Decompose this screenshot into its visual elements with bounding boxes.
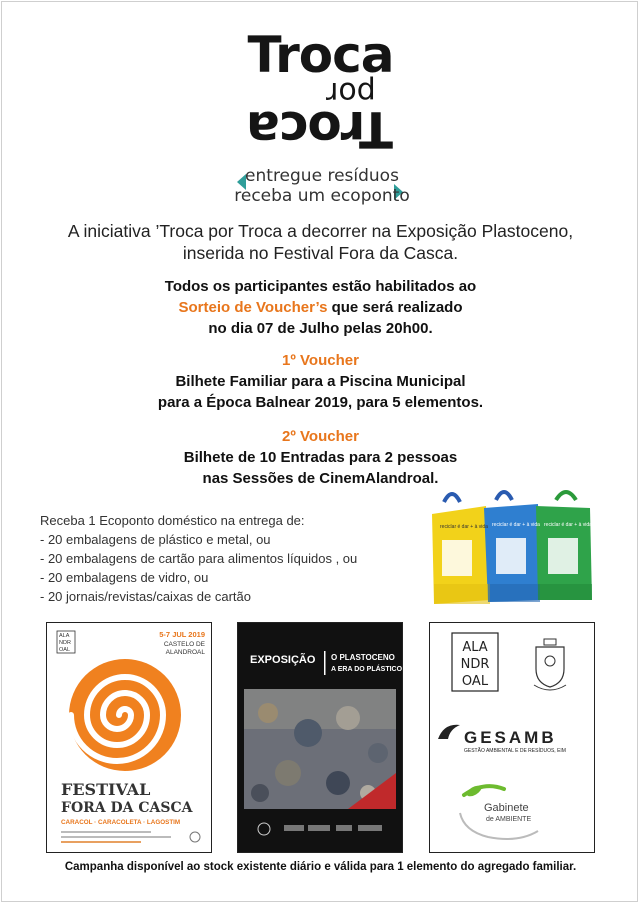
alandroal-logo [452, 633, 498, 691]
bag-handle-icon [556, 492, 576, 500]
voucher1-block [2, 350, 639, 413]
ecoponto-list [40, 511, 357, 606]
sorteio-highlight: Sorteio de Voucher’s [178, 299, 328, 316]
exposicao-poster [237, 622, 403, 853]
festival-badge-line: ALA [59, 633, 70, 639]
tagline-line1: entregue resíduos [245, 166, 399, 186]
sorteio-line3: no dia 07 de Julho pelas 20h00. [208, 320, 433, 337]
gabinete-ambiente-logo [460, 784, 538, 839]
recycling-bags-image [426, 488, 606, 608]
voucher1-title: 1º Voucher [282, 352, 359, 369]
festival-title2: FORA DA CASCA [61, 800, 193, 816]
festival-poster [46, 622, 212, 853]
ecoponto-item: - 20 embalagens de vidro, ou [40, 570, 209, 585]
logo-word-troca-top: Troca [247, 26, 394, 84]
sorteio-block [2, 276, 639, 339]
festival-place2: ALANDROAL [165, 649, 205, 656]
voucher2-line1: Bilhete de 10 Entradas para 2 pessoas [183, 449, 458, 466]
expo-left-title: EXPOSIÇÃO [250, 654, 316, 666]
voucher1-line2: para a Época Balnear 2019, para 5 elementos. [157, 394, 484, 411]
festival-dates: 5-7 JUL 2019 [159, 630, 205, 639]
expo-right-title1: O PLASTOCENO [331, 653, 395, 662]
tagline-line2: receba um ecoponto [234, 186, 410, 206]
crest-icon [190, 832, 200, 842]
sorteio-line2-suffix: que será realizado [327, 299, 463, 316]
gabinete-line2: de AMBIENTE [486, 816, 532, 823]
alandroal-logo-line: ALA [462, 640, 488, 655]
intro-text [2, 220, 639, 264]
partners-logos [429, 622, 595, 853]
bag-label-blue: reciclar é dar + à vida [492, 522, 540, 528]
festival-badge-line: OAL [59, 647, 71, 653]
footer-note: Campanha disponível ao stock existente diário e válida para 1 elemento do agregado familiar. [64, 861, 577, 873]
festival-badge-line: NDR [59, 640, 71, 646]
voucher2-block [2, 426, 639, 489]
ecoponto-heading: Receba 1 Ecoponto doméstico na entrega de: [40, 513, 305, 528]
ecoponto-item: - 20 embalagens de cartão para alimentos líquidos , ou [40, 551, 358, 566]
alandroal-logo-line: OAL [461, 674, 489, 689]
sorteio-line2 [2, 297, 639, 318]
bag-label-yellow: reciclar é dar + à vida [440, 524, 488, 530]
festival-place1: CASTELO DE [163, 641, 205, 648]
voucher2-title: 2º Voucher [282, 428, 359, 445]
bag-label-green: reciclar é dar + à vida [544, 522, 592, 528]
troca-por-troca-logo [2, 26, 639, 158]
intro-line1: A iniciativa ’Troca por Troca a decorrer na Exposição Plastoceno, [67, 221, 574, 241]
gesamb-name: GESAMB [464, 728, 557, 747]
voucher1-line1: Bilhete Familiar para a Piscina Municipal [175, 373, 466, 390]
voucher2-line2: nas Sessões de CinemAlandroal. [202, 470, 439, 487]
flyer-page [1, 1, 638, 902]
spiral-shell-icon [69, 659, 181, 771]
gesamb-logo [438, 725, 566, 754]
ecoponto-item: - 20 jornais/revistas/caixas de cartão [40, 589, 251, 604]
gabinete-line1: Gabinete [484, 802, 529, 814]
tagline [232, 166, 412, 206]
alandroal-logo-line: NDR [460, 657, 490, 672]
municipal-crest-icon [534, 639, 566, 690]
plastic-waste-photo [244, 689, 396, 809]
logo-word-troca-bottom: Troca [247, 100, 394, 158]
ecoponto-item: - 20 embalagens de plástico e metal, ou [40, 532, 271, 547]
sorteio-line1: Todos os participantes estão habilitados ao [164, 278, 477, 295]
bag-handle-icon [444, 494, 460, 502]
gesamb-subtitle: GESTÃO AMBIENTAL E DE RESÍDUOS, EIM [464, 748, 566, 754]
bag-handle-icon [496, 492, 512, 500]
intro-line2: inserida no Festival Fora da Casca. [182, 243, 459, 263]
expo-right-title2: A ERA DO PLÁSTICO [331, 666, 402, 673]
festival-subtitle: CARACOL · CARACOLETA · LAGOSTIM [61, 819, 181, 826]
festival-title1: FESTIVAL [61, 780, 151, 799]
logo-word-por: por [325, 75, 376, 110]
